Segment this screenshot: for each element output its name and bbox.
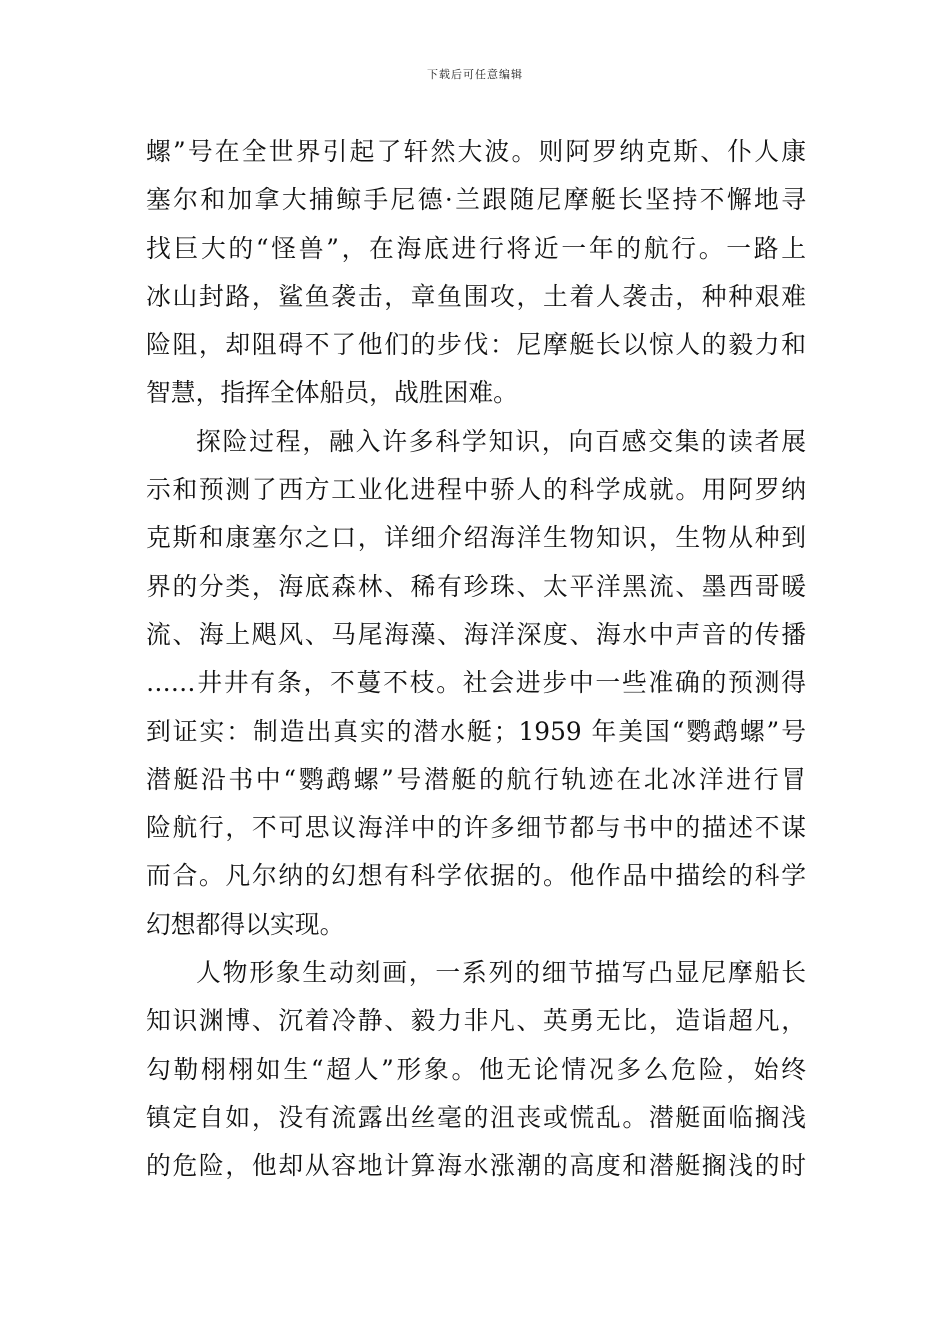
text-line: 勾勒栩栩如生“超人”形象。他无论情况多么危险，始终: [146, 1054, 806, 1084]
text-line: 而合。凡尔纳的幻想有科学依据的。他作品中描绘的科学: [146, 861, 806, 891]
text-line: 流、海上飓风、马尾海藻、海洋深度、海水中声音的传播: [146, 619, 806, 649]
text-line: ……井井有条，不蔓不枝。社会进步中一些准确的预测得: [146, 668, 806, 698]
text-line: 镇定自如，没有流露出丝毫的沮丧或慌乱。潜艇面临搁浅: [146, 1102, 806, 1132]
text-line: 塞尔和加拿大捕鲸手尼德·兰跟随尼摩艇长坚持不懈地寻: [146, 185, 806, 215]
page-header: 下载后可任意编辑: [427, 68, 523, 81]
text-line: 的危险，他却从容地计算海水涨潮的高度和潜艇搁浅的时: [146, 1151, 806, 1181]
text-line: 螺”号在全世界引起了轩然大波。则阿罗纳克斯、仆人康: [146, 137, 806, 166]
text-line: 智慧，指挥全体船员，战胜困难。: [146, 378, 518, 408]
paragraph-1: [146, 128, 806, 418]
paragraph-2: [146, 418, 806, 949]
text-line: 险阻，却阻碍不了他们的步伐：尼摩艇长以惊人的毅力和: [146, 330, 806, 360]
text-line: 人物形象生动刻画，一系列的细节描写凸显尼摩船长: [196, 958, 806, 988]
text-line: 潜艇沿书中“鹦鹉螺”号潜艇的航行轨迹在北冰洋进行冒: [146, 764, 806, 794]
text-line: 找巨大的“怪兽”，在海底进行将近一年的航行。一路上: [146, 233, 806, 263]
text-line: 克斯和康塞尔之口，详细介绍海洋生物知识，生物从种到: [146, 523, 806, 553]
text-line: 到证实：制造出真实的潜水艇；1959 年美国“鹦鹉螺”号: [146, 716, 806, 746]
text-line: 幻想都得以实现。: [146, 909, 345, 939]
text-line: 知识渊博、沉着冷静、毅力非凡、英勇无比，造诣超凡，: [146, 1006, 806, 1036]
document-body: [146, 128, 806, 1191]
text-line: 冰山封路，鲨鱼袭击，章鱼围攻，土着人袭击，种种艰难: [146, 281, 806, 311]
text-line: 示和预测了西方工业化进程中骄人的科学成就。用阿罗纳: [146, 475, 806, 505]
text-line: 界的分类，海底森林、稀有珍珠、太平洋黑流、墨西哥暖: [146, 571, 806, 601]
paragraph-3: [146, 949, 806, 1190]
text-line: 探险过程，融入许多科学知识，向百感交集的读者展: [196, 426, 806, 456]
text-line: 险航行，不可思议海洋中的许多细节都与书中的描述不谋: [146, 813, 806, 843]
